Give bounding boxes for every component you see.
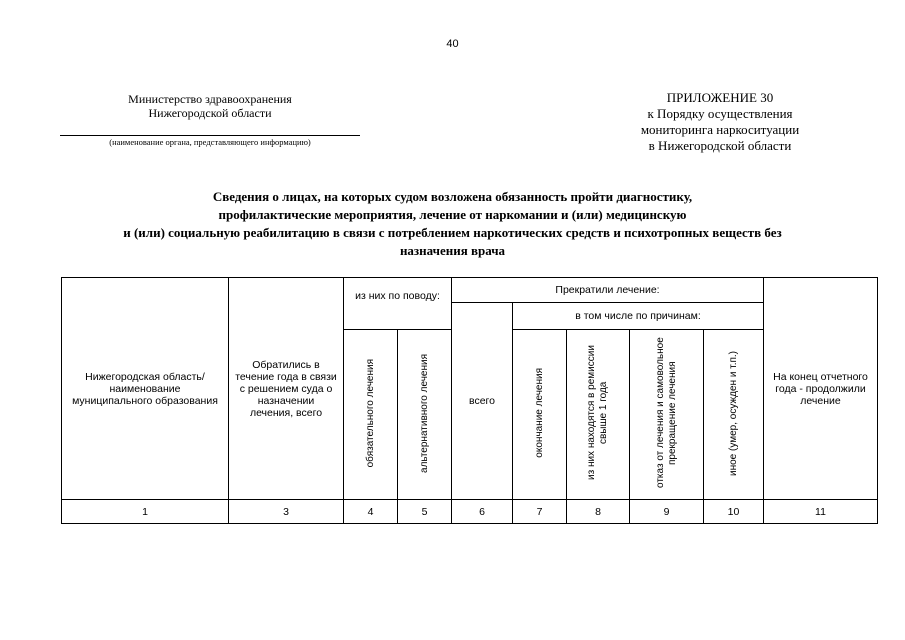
column-number: 8 [567, 500, 630, 524]
header-group-reasons: в том числе по причинам: [513, 303, 764, 330]
appendix-block [615, 90, 825, 154]
header-group-reason: из них по поводу: [344, 278, 452, 330]
header-continue: На конец отчетного года - продолжили лечение [764, 278, 878, 500]
column-number: 4 [344, 500, 398, 524]
organization-block [95, 92, 325, 120]
appendix-line-3: мониторинга наркоситуации [640, 122, 800, 137]
column-number: 1 [62, 500, 229, 524]
header-total: всего [452, 303, 513, 500]
title-line-1: Сведения о лицах, на которых судом возложена обязанность пройти диагностику, [212, 189, 693, 204]
header-completion: окончание лечения [513, 330, 567, 500]
report-form-table [61, 277, 878, 524]
header-remission: из них находятся в ремиссии свыше 1 года [567, 330, 630, 500]
organization-line-2: Нижегородской области [148, 106, 272, 120]
column-number: 7 [513, 500, 567, 524]
header-mandatory: обязательного лечения [344, 330, 398, 500]
header-other: иное (умер, осужден и т.п.) [704, 330, 764, 500]
header-region: Нижегородская область/ наименование муниципального образования [62, 278, 229, 500]
title-line-3: и (или) социальную реабилитацию в связи с потреблением наркотических средств и психотропных веществ без [123, 225, 782, 240]
column-numbers-row [62, 500, 878, 524]
header-group-stopped: Прекратили лечение: [452, 278, 764, 303]
column-number: 9 [630, 500, 704, 524]
title-line-4: назначения врача [399, 243, 506, 258]
organization-caption: (наименование органа, представляющего информацию) [109, 137, 311, 147]
column-number: 5 [398, 500, 452, 524]
document-title [40, 188, 865, 260]
page-number: 40 [446, 38, 459, 50]
title-line-2: профилактические мероприятия, лечение от наркомании и (или) медицинскую [218, 207, 687, 222]
header-refusal: отказ от лечения и самовольное прекращение лечения [630, 330, 704, 500]
appendix-line-1: ПРИЛОЖЕНИЕ 30 [666, 90, 774, 105]
appendix-line-2: к Порядку осуществления [647, 106, 793, 121]
appendix-line-4: в Нижегородской области [648, 138, 792, 153]
header-applied: Обратились в течение года в связи с решением суда о назначении лечения, всего [229, 278, 344, 500]
column-number: 6 [452, 500, 513, 524]
organization-line-1: Министерство здравоохранения [128, 92, 292, 106]
header-alternative: альтернативного лечения [398, 330, 452, 500]
column-number: 3 [229, 500, 344, 524]
organization-underline [60, 135, 360, 136]
column-number: 10 [704, 500, 764, 524]
column-number: 11 [764, 500, 878, 524]
